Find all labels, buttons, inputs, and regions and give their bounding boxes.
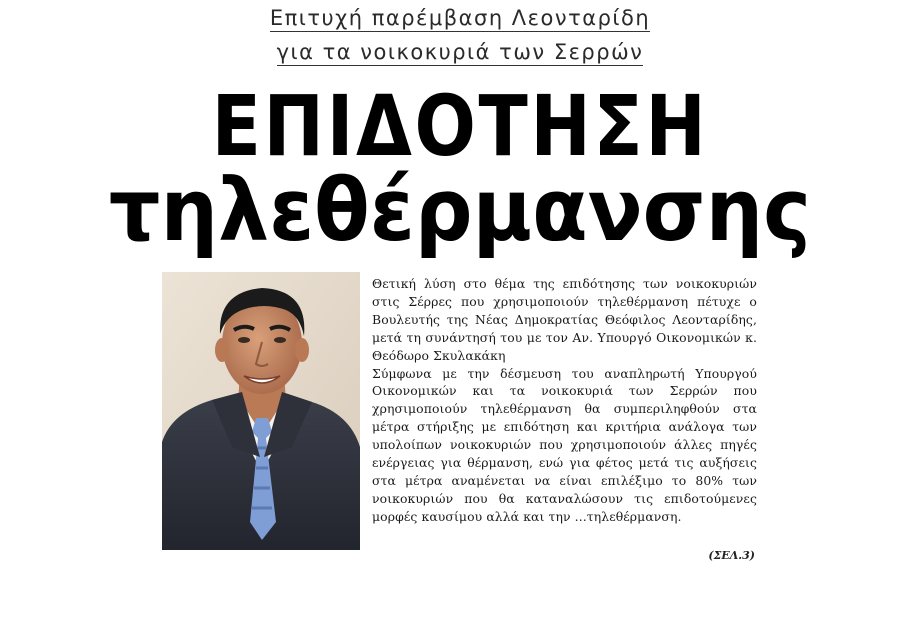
article-body — [372, 275, 757, 526]
page-reference: (ΣΕΛ.3) — [708, 549, 755, 562]
kicker-line-1-text: Επιτυχή παρέμβαση Λεονταρίδη — [269, 6, 651, 30]
headline-line-1: ΕΠΙΔΟΤΗΣΗ — [211, 77, 709, 175]
article-paragraph-1: Θετική λύση στο θέμα της επιδότησης των νοικοκυριών στις Σέρρες που χρησιμοποιούν τηλεθέρμανση πέτυχε ο Βουλευτής της Νέας Δημοκρατίας Θεόφιλος Λεονταρίδης, μετά τη συνάντησή του με τον Αν. Υπουργό Οικονομικών κ. Θεόδωρο Σκυλακάκη — [372, 276, 757, 363]
headline-line-2: τηλεθέρμανσης — [108, 161, 812, 261]
kicker-line-1 — [0, 6, 920, 30]
article-paragraph-2: Σύμφωνα με την δέσμευση του αναπληρωτή Υπουργού Οικονομικών και τα νοικοκυριά των Σερρών που χρησιμοποιούν τηλεθέρμανση θα συμπεριληφθούν στα μέτρα στήριξης με επιδότηση και κριτήρια ανάλογα των υπολοίπων νοικοκυριών που χρησιμοποιούν άλλες πηγές ενέργειας για θέρμανση, ενώ για φέτος μετά τις αυξήσεις στα μέτρα αναμένεται να είναι επιλέξιμο το 80% των νοικοκυριών που θα καταναλώσουν τις επιδοτούμενες μορφές καυσίμου αλλά και την ...τηλεθέρμανση. — [372, 365, 757, 524]
kicker-line-2-text: για τα νοικοκυριά των Σερρών — [276, 40, 644, 64]
portrait-photo — [162, 272, 360, 550]
kicker-line-2 — [0, 40, 920, 64]
